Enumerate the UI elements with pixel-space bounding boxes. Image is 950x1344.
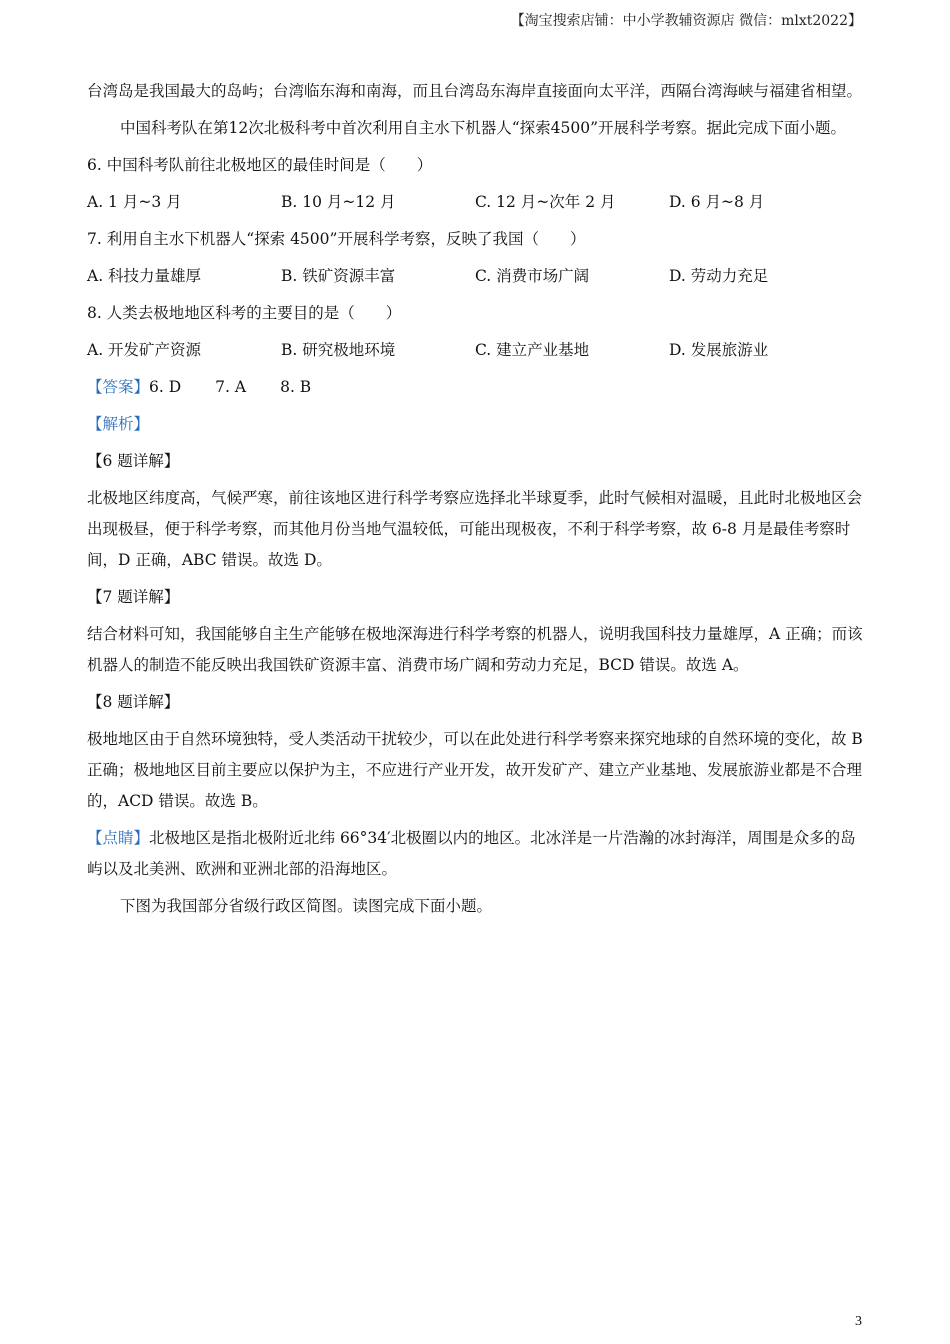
material-paragraph: 中国科考队在第12次北极科考中首次利用自主水下机器人“探索4500”开展科学考察。据此完成下面小题。 [120, 119, 847, 137]
answer-7: 7. A [215, 378, 247, 396]
question-7 [87, 224, 865, 292]
option-c: C. 12 月~次年 2 月 [475, 193, 616, 211]
question-stem: 6. 中国科考队前往北极地区的最佳时间是（ ） [87, 156, 433, 174]
detail-6-text: 北极地区纬度高，气候严寒，前往该地区进行科学考察应选择北半球夏季，此时气候相对温暖，且此时北极地区会出现极昼，便于科学考察，而其他月份当地气温较低，可能出现极夜，不利于科学考察，故 6-8 月是最佳考察时间，D 正确，ABC 错误。故选 D。 [87, 489, 863, 569]
detail-7-text: 结合材料可知，我国能够自主生产能够在极地深海进行科学考察的机器人，说明我国科技力量雄厚，A 正确；而该机器人的制造不能反映出我国铁矿资源丰富、消费市场广阔和劳动力充足，BCD 错误。故选 A。 [87, 625, 863, 674]
answer-6: 6. D [149, 378, 182, 396]
document-body [87, 76, 865, 928]
option-d: D. 6 月~8 月 [669, 193, 765, 211]
answer-8: 8. B [280, 378, 312, 396]
tip-paragraph [87, 823, 865, 885]
detail-8-title: 【8 题详解】 [87, 693, 180, 711]
option-c: C. 建立产业基地 [475, 341, 590, 359]
analysis-label: 【解析】 [87, 415, 150, 433]
option-a: A. 1 月~3 月 [87, 193, 182, 211]
option-list [87, 187, 865, 218]
detail-6-title: 【6 题详解】 [87, 452, 180, 470]
question-stem: 7. 利用自主水下机器人“探索 4500”开展科学考察，反映了我国（ ） [87, 230, 586, 248]
option-a: A. 科技力量雄厚 [87, 267, 202, 285]
option-list [87, 261, 865, 292]
answer-label: 【答案】 [87, 378, 150, 396]
page-number: 3 [855, 1314, 862, 1329]
option-b: B. 研究极地环境 [281, 341, 396, 359]
option-b: B. 10 月~12 月 [281, 193, 396, 211]
option-d: D. 发展旅游业 [669, 341, 769, 359]
question-8 [87, 298, 865, 366]
option-d: D. 劳动力充足 [669, 267, 769, 285]
option-a: A. 开发矿产资源 [87, 341, 202, 359]
detail-7-title: 【7 题详解】 [87, 588, 180, 606]
answer-row [87, 372, 865, 403]
question-6 [87, 150, 865, 218]
option-b: B. 铁矿资源丰富 [281, 267, 396, 285]
detail-8-text: 极地地区由于自然环境独特，受人类活动干扰较少，可以在此处进行科学考察来探究地球的自然环境的变化，故 B 正确；极地地区目前主要应以保护为主，不应进行产业开发，故开发矿产、建立产业基地、发展旅游业都是不合理的，ACD 错误。故选 B。 [87, 730, 863, 810]
next-material: 下图为我国部分省级行政区简图。读图完成下面小题。 [120, 897, 493, 915]
tip-label: 【点睛】 [87, 829, 150, 847]
tip-text: 北极地区是指北极附近北纬 66°34′北极圈以内的地区。北冰洋是一片浩瀚的冰封海洋，周围是众多的岛屿以及北美洲、欧洲和亚洲北部的沿海地区。 [87, 829, 856, 878]
page-header: 【淘宝搜索店铺：中小学教辅资源店 微信：mlxt2022】 [510, 13, 862, 29]
option-c: C. 消费市场广阔 [475, 267, 590, 285]
intro-paragraph: 台湾岛是我国最大的岛屿；台湾临东海和南海，而且台湾岛东海岸直接面向太平洋，西隔台湾海峡与福建省相望。 [87, 82, 863, 100]
question-stem: 8. 人类去极地地区科考的主要目的是（ ） [87, 304, 402, 322]
option-list [87, 335, 865, 366]
